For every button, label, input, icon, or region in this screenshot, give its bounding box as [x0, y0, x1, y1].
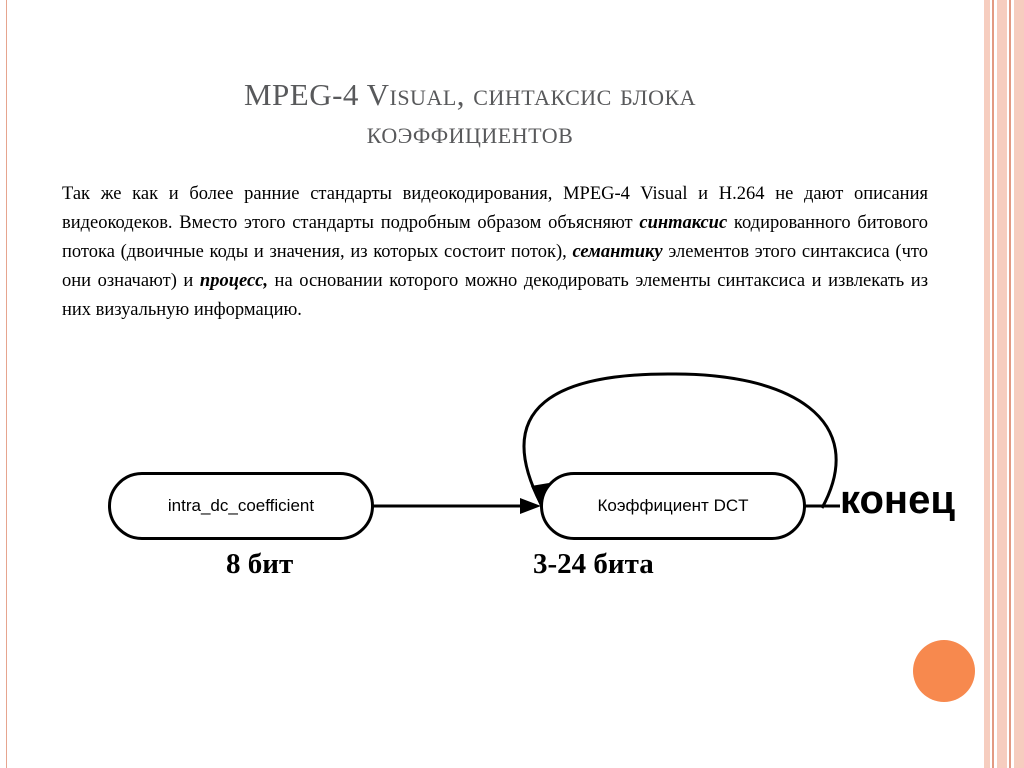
node-dct-coefficient — [540, 472, 806, 540]
term-syntax: синтаксис — [639, 213, 728, 233]
title-line-2: коэффициентов — [366, 115, 574, 150]
node-intra-dc-label: intra_dc_coefficient — [167, 496, 315, 515]
node-intra-dc-coefficient — [108, 472, 374, 540]
decorative-circle — [913, 640, 975, 702]
term-semantics: семантику — [572, 242, 663, 262]
end-label: конец — [840, 478, 955, 522]
bits-label-dct: 3-24 бита — [533, 548, 654, 580]
node-dct-label: Коэффициент DCT — [597, 496, 749, 515]
paragraph-text-2: кодированного битового потока (двоичные коды и значения, из которых состоит поток), — [62, 213, 928, 262]
title-line-1: MPEG-4 Visual, синтаксис блока — [243, 77, 697, 112]
paragraph-text-3: элементов этого синтаксиса (что они означают) и — [62, 242, 928, 291]
bits-label-intra-dc: 8 бит — [226, 548, 294, 580]
paragraph-text-1: Так же как и более ранние стандарты видеокодирования, MPEG-4 Visual и H.264 не дают описания видеокодеков. Вместо этого стандарты подробным образом объясняют — [62, 184, 928, 233]
paragraph-text-4: на основании которого можно декодировать элементы синтаксиса и извлекать из них визуальную информацию. — [62, 271, 929, 320]
term-process: процесс, — [199, 271, 268, 291]
